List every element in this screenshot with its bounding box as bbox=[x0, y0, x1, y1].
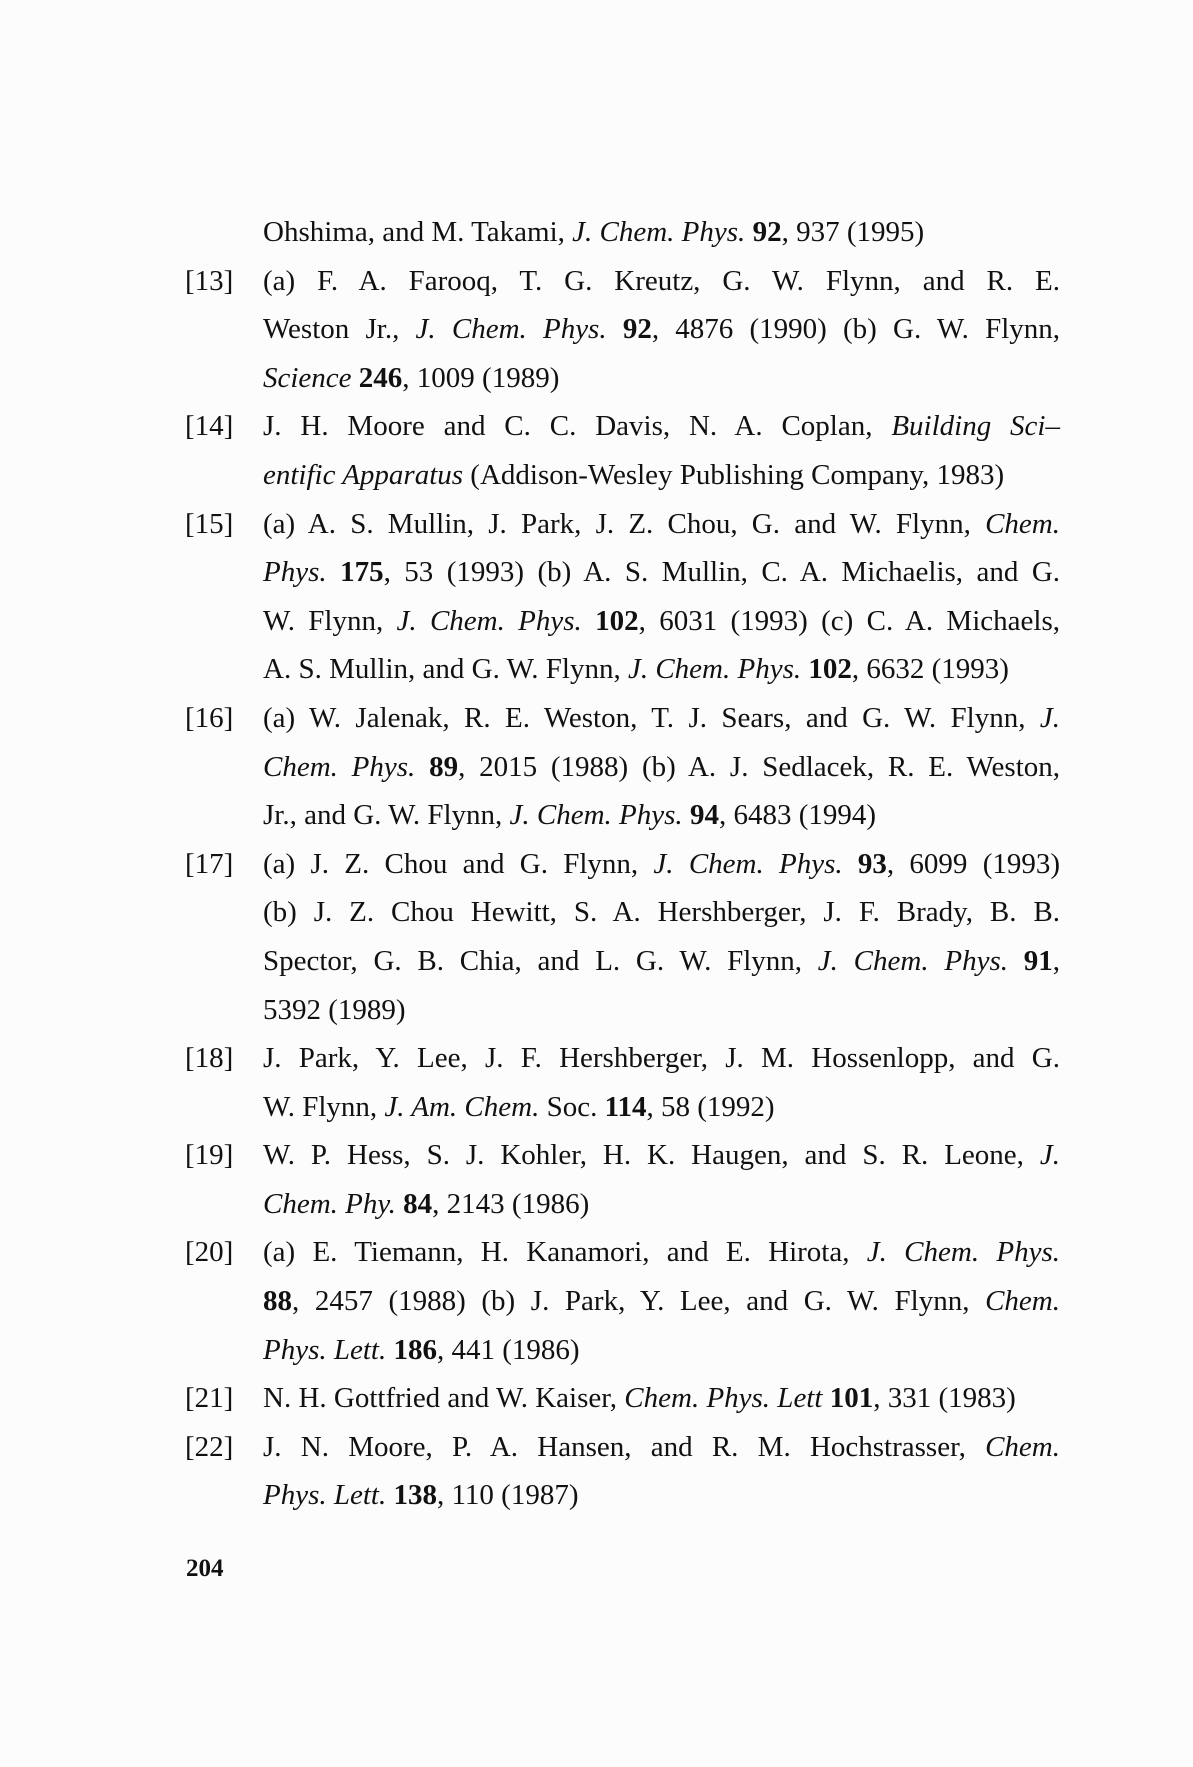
italic-text: J. Chem. Phys. bbox=[509, 799, 683, 832]
reference-number: [17] bbox=[185, 847, 234, 880]
volume-number: 88 bbox=[263, 1285, 292, 1318]
reference-text: Phys. Lett. 138, 110 (1987) bbox=[263, 1479, 579, 1512]
reference-line bbox=[185, 1277, 1060, 1326]
reference-entry bbox=[185, 1374, 1060, 1423]
reference-text: (a) A. S. Mullin, J. Park, J. Z. Chou, G. and W. Flynn, Chem. bbox=[263, 507, 1060, 540]
italic-text: Chem. bbox=[985, 507, 1060, 540]
italic-text: Chem. bbox=[985, 1285, 1060, 1318]
reference-text: J. H. Moore and C. C. Davis, N. A. Coplan, Building Sci– bbox=[263, 410, 1060, 443]
reference-line bbox=[185, 548, 1060, 597]
italic-text: Science bbox=[263, 361, 352, 394]
volume-number: 175 bbox=[340, 556, 384, 589]
reference-number: [18] bbox=[185, 1042, 234, 1075]
reference-line bbox=[185, 1228, 1060, 1277]
volume-number: 93 bbox=[857, 847, 887, 880]
italic-text: Chem. Phys. bbox=[263, 750, 416, 783]
reference-line bbox=[185, 1326, 1060, 1375]
reference-line bbox=[185, 986, 1060, 1035]
reference-line bbox=[185, 402, 1060, 451]
reference-line bbox=[185, 1374, 1060, 1423]
volume-number: 84 bbox=[403, 1187, 433, 1220]
reference-text: W. Flynn, J. Am. Chem. Soc. 114, 58 (1992) bbox=[263, 1090, 775, 1123]
reference-text: Ohshima, and M. Takami, J. Chem. Phys. 92, 937 (1995) bbox=[263, 216, 925, 248]
reference-text: (b) J. Z. Chou Hewitt, S. A. Hershberger, J. F. Brady, B. B. bbox=[263, 896, 1060, 929]
italic-text: J. bbox=[1039, 701, 1060, 734]
reference-text: Phys. 175, 53 (1993) (b) A. S. Mullin, C. A. Michaelis, and G. bbox=[263, 556, 1061, 589]
reference-line bbox=[185, 645, 1060, 694]
reference-entry bbox=[185, 500, 1060, 694]
volume-number: 138 bbox=[393, 1479, 437, 1512]
italic-text: Chem. Phys. Lett bbox=[624, 1382, 823, 1415]
reference-line bbox=[185, 305, 1060, 354]
italic-text: J. Chem. Phys. bbox=[866, 1236, 1060, 1269]
reference-line bbox=[185, 1423, 1060, 1472]
reference-entry bbox=[185, 694, 1060, 840]
reference-text: Weston Jr., J. Chem. Phys. 92, 4876 (1990) (b) G. W. Flynn, bbox=[263, 313, 1061, 346]
reference-number: [19] bbox=[185, 1139, 234, 1172]
italic-text: Chem. bbox=[985, 1430, 1060, 1463]
reference-list bbox=[185, 208, 1060, 1520]
reference-number: [22] bbox=[185, 1430, 234, 1463]
reference-entry bbox=[185, 257, 1060, 403]
reference-text: Chem. Phys. 89, 2015 (1988) (b) A. J. Sedlacek, R. E. Weston, bbox=[263, 750, 1061, 783]
reference-text: W. Flynn, J. Chem. Phys. 102, 6031 (1993) (c) C. A. Michaels, bbox=[263, 604, 1060, 637]
reference-entry bbox=[185, 402, 1060, 499]
italic-text: Phys. Lett. bbox=[263, 1479, 387, 1512]
reference-text: J. Park, Y. Lee, J. F. Hershberger, J. M. Hossenlopp, and G. bbox=[263, 1042, 1060, 1075]
italic-text: J. Chem. Phys. bbox=[415, 313, 607, 346]
reference-line bbox=[185, 451, 1060, 500]
volume-number: 91 bbox=[1023, 944, 1053, 977]
reference-entry bbox=[185, 1423, 1060, 1520]
italic-text: J. Chem. Phys. bbox=[653, 847, 843, 880]
reference-text: (a) F. A. Farooq, T. G. Kreutz, G. W. Flynn, and R. E. bbox=[263, 264, 1060, 297]
volume-number: 92 bbox=[752, 216, 782, 248]
volume-number: 92 bbox=[622, 313, 652, 346]
italic-text: J. Chem. Phys. bbox=[572, 216, 746, 248]
italic-text: J. Am. Chem. bbox=[384, 1090, 540, 1123]
reference-number: [13] bbox=[185, 264, 234, 297]
reference-text: 88, 2457 (1988) (b) J. Park, Y. Lee, and G. W. Flynn, Chem. bbox=[263, 1285, 1060, 1318]
reference-line bbox=[185, 840, 1060, 889]
reference-entry bbox=[185, 1034, 1060, 1131]
volume-number: 114 bbox=[604, 1090, 647, 1123]
reference-text: 5392 (1989) bbox=[263, 993, 406, 1026]
reference-text: (a) W. Jalenak, R. E. Weston, T. J. Sears, and G. W. Flynn, J. bbox=[263, 701, 1060, 734]
italic-text: entific Apparatus bbox=[263, 458, 464, 491]
reference-entry bbox=[185, 1228, 1060, 1374]
italic-text: Building Sci– bbox=[891, 410, 1060, 443]
reference-line bbox=[185, 1083, 1060, 1132]
volume-number: 102 bbox=[595, 604, 639, 637]
reference-text: A. S. Mullin, and G. W. Flynn, J. Chem. Phys. 102, 6632 (1993) bbox=[263, 653, 1009, 686]
italic-text: J. bbox=[1039, 1139, 1060, 1172]
reference-number: [16] bbox=[185, 701, 234, 734]
reference-line bbox=[185, 791, 1060, 840]
italic-text: Chem. Phy. bbox=[263, 1187, 396, 1220]
volume-number: 101 bbox=[829, 1382, 874, 1415]
reference-entry bbox=[185, 1131, 1060, 1228]
reference-line bbox=[185, 743, 1060, 792]
reference-text: (a) J. Z. Chou and G. Flynn, J. Chem. Phys. 93, 6099 (1993) bbox=[263, 847, 1061, 880]
reference-line bbox=[185, 597, 1060, 646]
volume-number: 102 bbox=[808, 653, 852, 686]
reference-number: [20] bbox=[185, 1236, 234, 1269]
reference-number: [15] bbox=[185, 507, 234, 540]
reference-line bbox=[185, 354, 1060, 403]
reference-line bbox=[185, 1034, 1060, 1083]
reference-line bbox=[185, 1471, 1060, 1520]
reference-text: J. N. Moore, P. A. Hansen, and R. M. Hochstrasser, Chem. bbox=[263, 1430, 1060, 1463]
page-number: 204 bbox=[186, 1555, 224, 1582]
reference-line bbox=[185, 694, 1060, 743]
reference-number: [14] bbox=[185, 410, 234, 443]
reference-line bbox=[185, 500, 1060, 549]
reference-line bbox=[185, 1131, 1060, 1180]
volume-number: 94 bbox=[689, 799, 719, 832]
reference-text: entific Apparatus (Addison-Wesley Publishing Company, 1983) bbox=[263, 458, 1005, 491]
reference-entry bbox=[185, 840, 1060, 1034]
italic-text: J. Chem. Phys. bbox=[817, 944, 1008, 977]
reference-text: Jr., and G. W. Flynn, J. Chem. Phys. 94, 6483 (1994) bbox=[263, 799, 877, 832]
reference-text: (a) E. Tiemann, H. Kanamori, and E. Hirota, J. Chem. Phys. bbox=[263, 1236, 1060, 1269]
reference-text: Spector, G. B. Chia, and L. G. W. Flynn, J. Chem. Phys. 91, bbox=[263, 944, 1061, 977]
italic-text: Phys. bbox=[263, 556, 327, 589]
reference-text: W. P. Hess, S. J. Kohler, H. K. Haugen, and S. R. Leone, J. bbox=[263, 1139, 1060, 1172]
reference-entry bbox=[185, 208, 1060, 257]
reference-line bbox=[185, 208, 1060, 257]
reference-number: [21] bbox=[185, 1382, 234, 1415]
reference-text: Phys. Lett. 186, 441 (1986) bbox=[263, 1333, 580, 1366]
reference-text: Chem. Phy. 84, 2143 (1986) bbox=[263, 1187, 590, 1220]
volume-number: 89 bbox=[429, 750, 459, 783]
reference-line bbox=[185, 257, 1060, 306]
italic-text: Phys. Lett. bbox=[263, 1333, 387, 1366]
italic-text: J. Chem. Phys. bbox=[627, 653, 802, 686]
reference-line bbox=[185, 1180, 1060, 1229]
volume-number: 246 bbox=[358, 361, 403, 394]
reference-line bbox=[185, 937, 1060, 986]
reference-text: N. H. Gottfried and W. Kaiser, Chem. Phys. Lett 101, 331 (1983) bbox=[263, 1382, 1016, 1415]
italic-text: J. Chem. Phys. bbox=[396, 604, 582, 637]
reference-text: Science 246, 1009 (1989) bbox=[263, 361, 560, 394]
volume-number: 186 bbox=[393, 1333, 437, 1366]
reference-line bbox=[185, 888, 1060, 937]
